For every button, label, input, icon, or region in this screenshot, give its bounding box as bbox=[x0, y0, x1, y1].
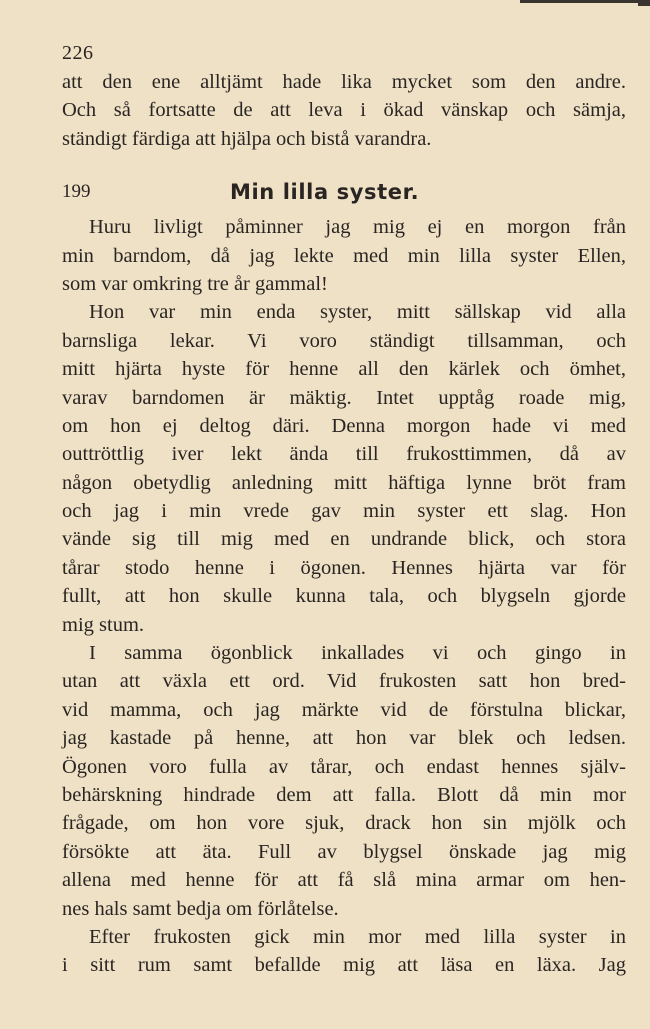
text-line: vände sig till mig med en undrande blick, och stora bbox=[62, 528, 626, 551]
text-line: I samma ögonblick inkallades vi och gingo in bbox=[89, 642, 626, 665]
text-line: frågade, om hon vore sjuk, drack hon sin mjölk och bbox=[62, 812, 626, 835]
text-line: ständigt färdiga att hjälpa och bistå varandra. bbox=[62, 127, 432, 150]
text-line: som var omkring tre år gammal! bbox=[62, 272, 328, 295]
page-edge-rule bbox=[520, 0, 650, 3]
text-line: fullt, att hon skulle kunna tala, och blygseln gjorde bbox=[62, 585, 626, 608]
text-line: vid mamma, och jag märkte vid de förstulna blickar, bbox=[62, 698, 626, 721]
text-line: om hon ej deltog däri. Denna morgon hade vi med bbox=[62, 414, 626, 437]
text-line: Och så fortsatte de att leva i ökad vänskap och sämja, bbox=[62, 99, 626, 122]
text-line: mitt hjärta hyste för henne all den kärlek och ömhet, bbox=[62, 358, 626, 381]
text-line: någon obetydlig anledning mitt häftiga lynne bröt fram bbox=[62, 471, 626, 494]
section-number: 199 bbox=[62, 181, 91, 203]
text-line: nes hals samt bedja om förlåtelse. bbox=[62, 897, 339, 920]
text-line: Ögonen voro fulla av tårar, och endast hennes själv- bbox=[62, 755, 626, 778]
book-page bbox=[62, 38, 626, 980]
text-line: Efter frukosten gick min mor med lilla syster in bbox=[89, 925, 626, 948]
paragraph-1 bbox=[62, 213, 626, 298]
text-line: att den ene alltjämt hade lika mycket som den andre. bbox=[62, 71, 626, 93]
section-title: Min lilla syster. bbox=[230, 180, 420, 205]
text-line: jag kastade på henne, att hon var blek och ledsen. bbox=[62, 727, 626, 750]
text-line: i sitt rum samt befallde mig att läsa en läxa. Jag bbox=[62, 954, 626, 977]
text-line: Huru livligt påminner jag mig ej en morgon från bbox=[89, 216, 626, 239]
text-line: mig stum. bbox=[62, 613, 145, 636]
text-line: försökte att äta. Full av blygsel önskade jag mig bbox=[62, 840, 626, 863]
page-number: 226 bbox=[62, 42, 94, 64]
text-line: och jag i min vrede gav min syster ett slag. Hon bbox=[62, 500, 626, 523]
text-line: outtröttlig iver lekt ända till frukosttimmen, då av bbox=[62, 443, 626, 466]
text-line: tårar stodo henne i ögonen. Hennes hjärta var för bbox=[62, 556, 626, 579]
paragraph-4 bbox=[62, 923, 626, 980]
page-edge-corner bbox=[638, 0, 650, 6]
text-line: behärskning hindrade dem att falla. Blott då min mor bbox=[62, 783, 626, 806]
section-heading bbox=[62, 175, 626, 209]
text-line: barnsliga lekar. Vi voro ständigt tillsamman, och bbox=[62, 329, 626, 352]
paragraph-2 bbox=[62, 298, 626, 639]
text-line: varav barndomen är mäktig. Intet upptåg roade mig, bbox=[62, 386, 626, 409]
text-line: utan att växla ett ord. Vid frukosten satt hon bred- bbox=[62, 670, 626, 693]
intro-paragraph bbox=[62, 68, 626, 153]
text-line: min barndom, då jag lekte med min lilla syster Ellen, bbox=[62, 244, 626, 267]
text-line: Hon var min enda syster, mitt sällskap vid alla bbox=[89, 301, 626, 324]
paragraph-3 bbox=[62, 639, 626, 923]
text-line: allena med henne för att få slå mina armar om hen- bbox=[62, 869, 626, 892]
